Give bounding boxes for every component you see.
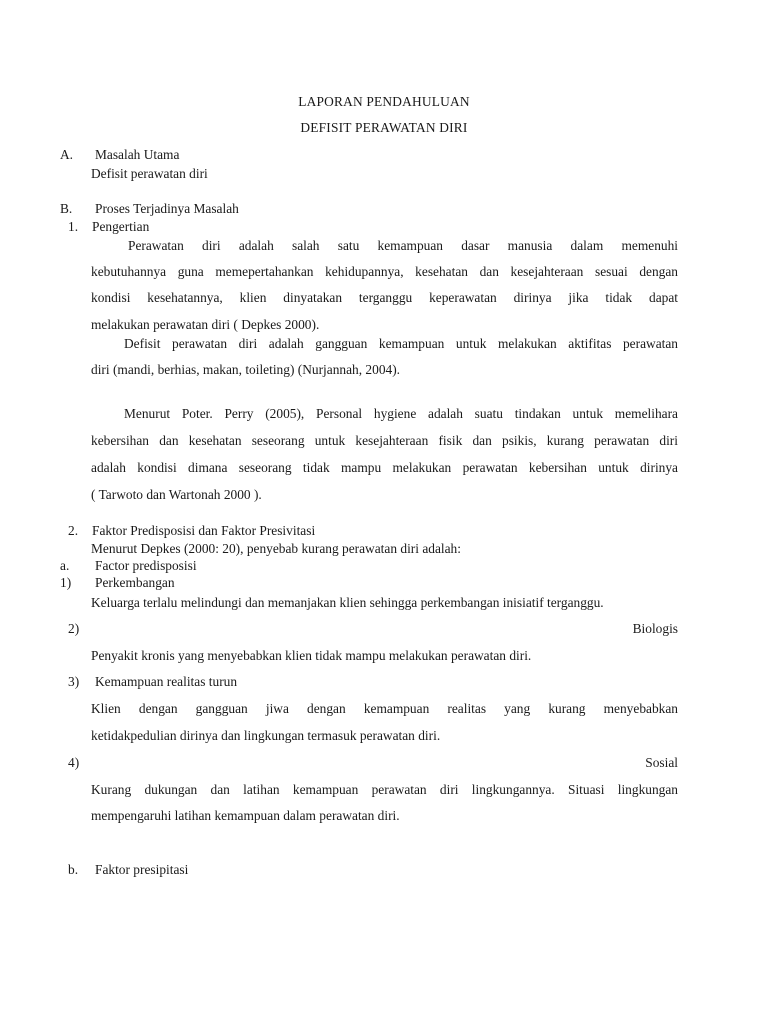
factor-1-heading: Perkembangan [95,575,175,590]
item-2-heading: Faktor Predisposisi dan Faktor Presivitasi [92,523,316,538]
paragraph-line: adalah kondisi dimana seseorang tidak mampu melakukan perawatan kebersihan untuk dirinya [91,460,678,475]
factor-2-heading: Biologis [632,621,678,636]
item-2-marker: 2. [68,523,79,538]
sub-a-heading: Factor predisposisi [95,558,197,573]
factor-3-line: ketidakpedulian dirinya dan lingkungan termasuk perawatan diri. [91,728,441,743]
paragraph-line: Menurut Poter. Perry (2005), Personal hygiene adalah suatu tindakan untuk memelihara [124,406,678,421]
factor-4-heading: Sosial [645,755,678,770]
item-1-heading: Pengertian [92,219,150,234]
sub-b-heading: Faktor presipitasi [95,862,189,877]
item-1-marker: 1. [68,219,79,234]
paragraph-line: melakukan perawatan diri ( Depkes 2000). [91,317,320,332]
paragraph-line: kondisi kesehatannya, klien dinyatakan terganggu keperawatan dirinya jika tidak dapat [91,290,678,305]
paragraph-line: Defisit perawatan diri adalah gangguan kemampuan untuk melakukan aktifitas perawatan [124,336,678,351]
factor-2-body: Penyakit kronis yang menyebabkan klien tidak mampu melakukan perawatan diri. [91,648,532,663]
sub-b-marker: b. [68,862,79,877]
section-a-marker: A. [60,147,74,162]
factor-4-marker: 4) [68,755,80,770]
sub-a-marker: a. [60,558,70,573]
section-a-body: Defisit perawatan diri [91,166,208,181]
factor-1-marker: 1) [60,575,72,590]
paragraph-line: kebutuhannya guna memepertahankan kehidupannya, kesehatan dan kesejahteraan sesuai dengan [91,264,678,279]
item-2-intro: Menurut Depkes (2000: 20), penyebab kurang perawatan diri adalah: [91,541,461,556]
factor-3-heading: Kemampuan realitas turun [95,674,238,689]
paragraph-line: ( Tarwoto dan Wartonah 2000 ). [91,487,262,502]
section-b-heading: Proses Terjadinya Masalah [95,201,239,216]
paragraph-line: Perawatan diri adalah salah satu kemampuan dasar manusia dalam memenuhi [128,238,678,253]
factor-1-body: Keluarga terlalu melindungi dan memanjakan klien sehingga perkembangan inisiatif terganggu. [91,595,604,610]
section-b-marker: B. [60,201,73,216]
document-subtitle: DEFISIT PERAWATAN DIRI [300,120,468,135]
factor-3-marker: 3) [68,674,80,689]
factor-2-marker: 2) [68,621,80,636]
factor-4-line: Kurang dukungan dan latihan kemampuan perawatan diri lingkungannya. Situasi lingkungan [91,782,678,797]
paragraph-line: diri (mandi, berhias, makan, toileting) (Nurjannah, 2004). [91,362,401,377]
document-title: LAPORAN PENDAHULUAN [298,94,470,109]
paragraph-line: kebersihan dan kesehatan seseorang untuk kesejahteraan fisik dan psikis, kurang perawatan diri [91,433,678,448]
section-a-heading: Masalah Utama [95,147,180,162]
factor-3-line: Klien dengan gangguan jiwa dengan kemampuan realitas yang kurang menyebabkan [91,701,678,716]
factor-4-line: mempengaruhi latihan kemampuan dalam perawatan diri. [91,808,400,823]
